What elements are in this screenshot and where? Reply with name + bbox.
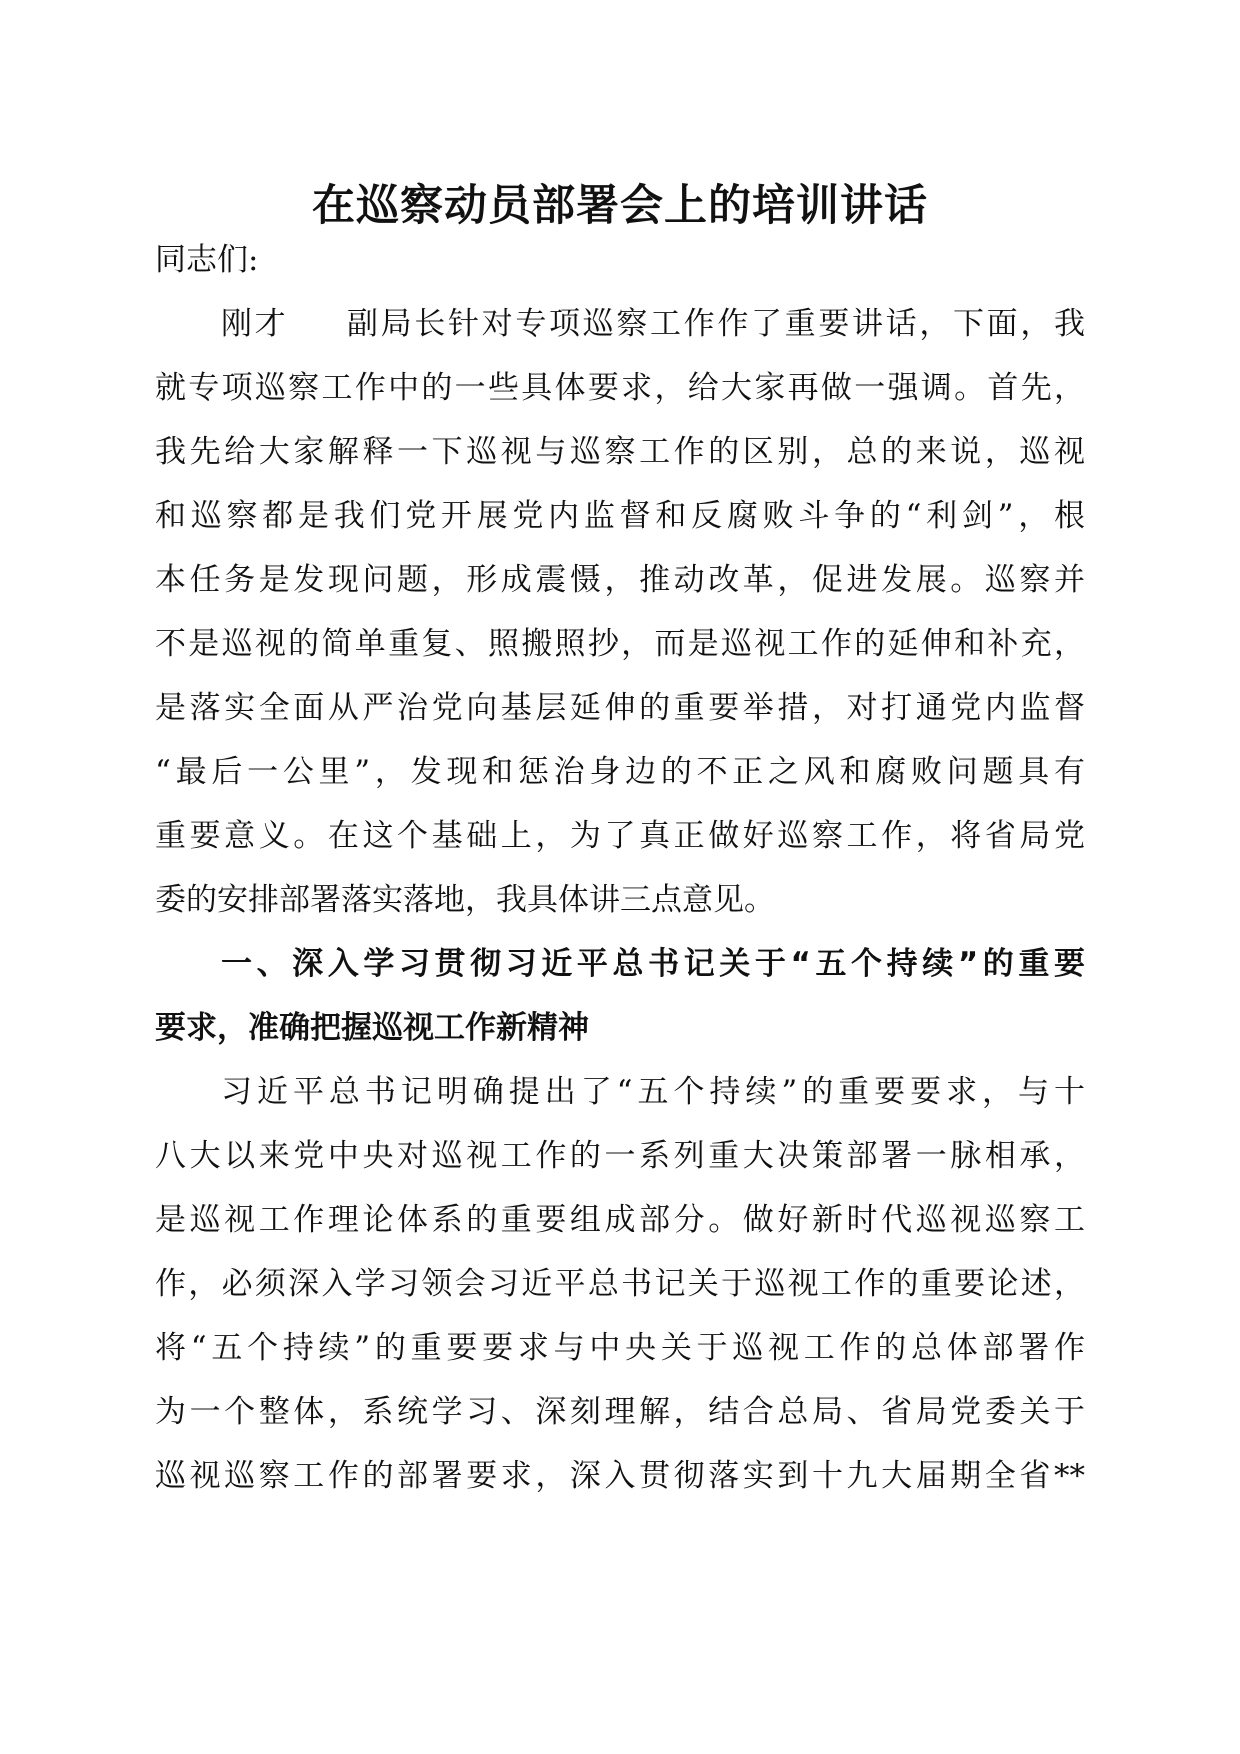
paragraph-1-line-7: 是落实全面从严治党向基层延伸的重要举措，对打通党内监督 — [155, 690, 1085, 726]
paragraph-2-line-3: 是巡视工作理论体系的重要组成部分。做好新时代巡视巡察工 — [155, 1202, 1085, 1238]
paragraph-1-line-8: “最后一公里”，发现和惩治身边的不正之风和腐败问题具有 — [155, 754, 1085, 790]
paragraph-1-line-5: 本任务是发现问题，形成震慑，推动改革，促进发展。巡察并 — [155, 562, 1085, 598]
paragraph-2-line-1: 习近平总书记明确提出了“五个持续”的重要要求，与十 — [221, 1074, 1085, 1110]
paragraph-2-line-4: 作，必须深入学习领会习近平总书记关于巡视工作的重要论述， — [155, 1266, 1085, 1302]
paragraph-2-line-2: 八大以来党中央对巡视工作的一系列重大决策部署一脉相承， — [155, 1138, 1085, 1174]
paragraph-1-line-1-end: 副局长针对专项巡察工作作了重要讲话，下面，我 — [344, 306, 1085, 342]
paragraph-2-line-5: 将“五个持续”的重要要求与中央关于巡视工作的总体部署作 — [155, 1330, 1085, 1366]
paragraph-2-line-7: 巡视巡察工作的部署要求，深入贯彻落实到十九大届期全省** — [155, 1458, 1085, 1494]
paragraph-1-line-10: 委的安排部署落实落地，我具体讲三点意见。 — [155, 882, 775, 918]
section-heading-1-line-2: 要求，准确把握巡视工作新精神 — [155, 1010, 589, 1046]
document-title: 在巡察动员部署会上的培训讲话 — [312, 181, 928, 231]
paragraph-2-line-6: 为一个整体，系统学习、深刻理解，结合总局、省局党委关于 — [155, 1394, 1085, 1430]
paragraph-1-line-1-start: 刚才 — [221, 306, 289, 342]
paragraph-1-line-6: 不是巡视的简单重复、照搬照抄，而是巡视工作的延伸和补充， — [155, 626, 1085, 662]
paragraph-1-line-2: 就专项巡察工作中的一些具体要求，给大家再做一强调。首先， — [155, 370, 1085, 406]
paragraph-1-line-3: 我先给大家解释一下巡视与巡察工作的区别，总的来说，巡视 — [155, 434, 1085, 470]
paragraph-1-line-1 — [221, 292, 1085, 356]
section-heading-1-line-1: 一、深入学习贯彻习近平总书记关于“五个持续”的重要 — [221, 946, 1085, 982]
paragraph-1-line-9: 重要意义。在这个基础上，为了真正做好巡察工作，将省局党 — [155, 818, 1085, 854]
paragraph-1-line-4: 和巡察都是我们党开展党内监督和反腐败斗争的“利剑”，根 — [155, 498, 1085, 534]
salutation: 同志们: — [155, 242, 259, 278]
